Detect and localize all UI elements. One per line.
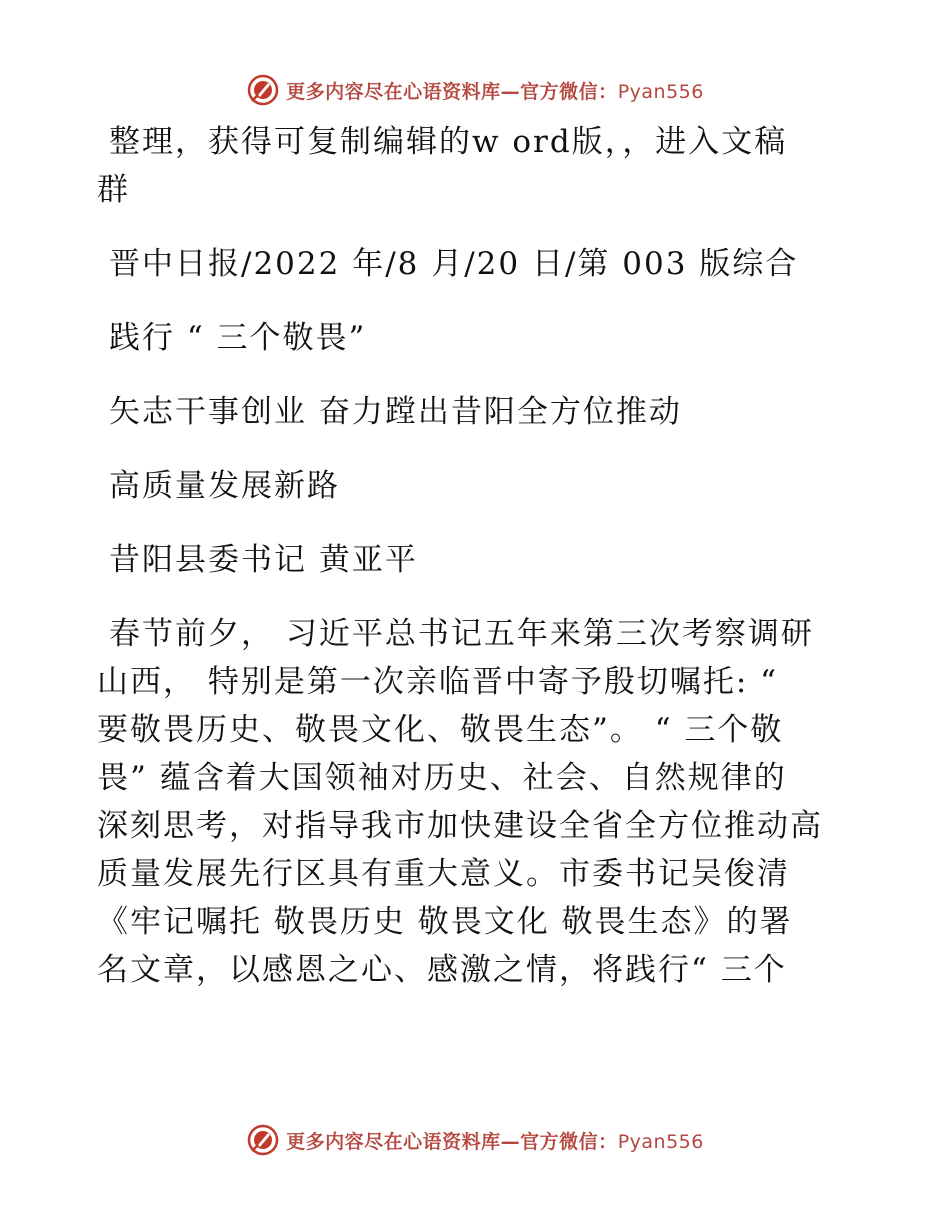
footer-watermark (0, 1120, 950, 1160)
watermark-site: 更多内容尽在心语资料库 (286, 1130, 501, 1153)
watermark-text (286, 1127, 704, 1154)
body-line-4: 畏” 蕴含着大国领袖对历史、社会、自然规律的 (97, 760, 787, 796)
body-line-1: 春节前夕， 习近平总书记五年来第三次考察调研 (109, 616, 814, 652)
author-line: 昔阳县委书记 黄亚平 (109, 542, 418, 578)
body-line-3: 要敬畏历史、敬畏文化、敬畏生态”。 “ 三个敬 (97, 712, 784, 748)
watermark-dash: — (500, 80, 521, 103)
body-line-7: 《牢记嘱托 敬畏历史 敬畏文化 敬畏生态》的署 (97, 904, 793, 940)
headline-line-3: 高质量发展新路 (109, 468, 340, 504)
logo-icon (246, 1123, 280, 1157)
source-line: 晋中日报/2022 年/8 月/20 日/第 003 版综合 (109, 246, 799, 282)
logo-icon (246, 73, 280, 107)
watermark-text (286, 77, 704, 104)
watermark-site: 更多内容尽在心语资料库 (286, 80, 501, 103)
document-body (97, 118, 857, 994)
body-line-5: 深刻思考，对指导我市加快建设全省全方位推动高 (97, 808, 823, 844)
body-line-8: 名文章，以感恩之心、感激之情，将践行“ 三个 (97, 952, 787, 988)
watermark-dash: — (500, 1130, 521, 1153)
watermark-official: 官方微信： (520, 80, 618, 103)
intro-line-2: 群 (97, 172, 130, 208)
watermark-account: Pyan556 (617, 80, 704, 103)
headline-line-1: 践行 “ 三个敬畏” (109, 320, 367, 356)
header-watermark (0, 70, 950, 110)
body-line-2: 山西， 特别是第一次亲临晋中寄予殷切嘱托: “ (97, 664, 778, 700)
headline-line-2: 矢志干事创业 奋力蹚出昔阳全方位推动 (109, 394, 682, 430)
intro-line-1: 整理，获得可复制编辑的w ord版，，进入文稿 (109, 124, 788, 160)
watermark-account: Pyan556 (617, 1130, 704, 1153)
body-line-6: 质量发展先行区具有重大意义。市委书记吴俊清 (97, 856, 790, 892)
watermark-official: 官方微信： (520, 1130, 618, 1153)
